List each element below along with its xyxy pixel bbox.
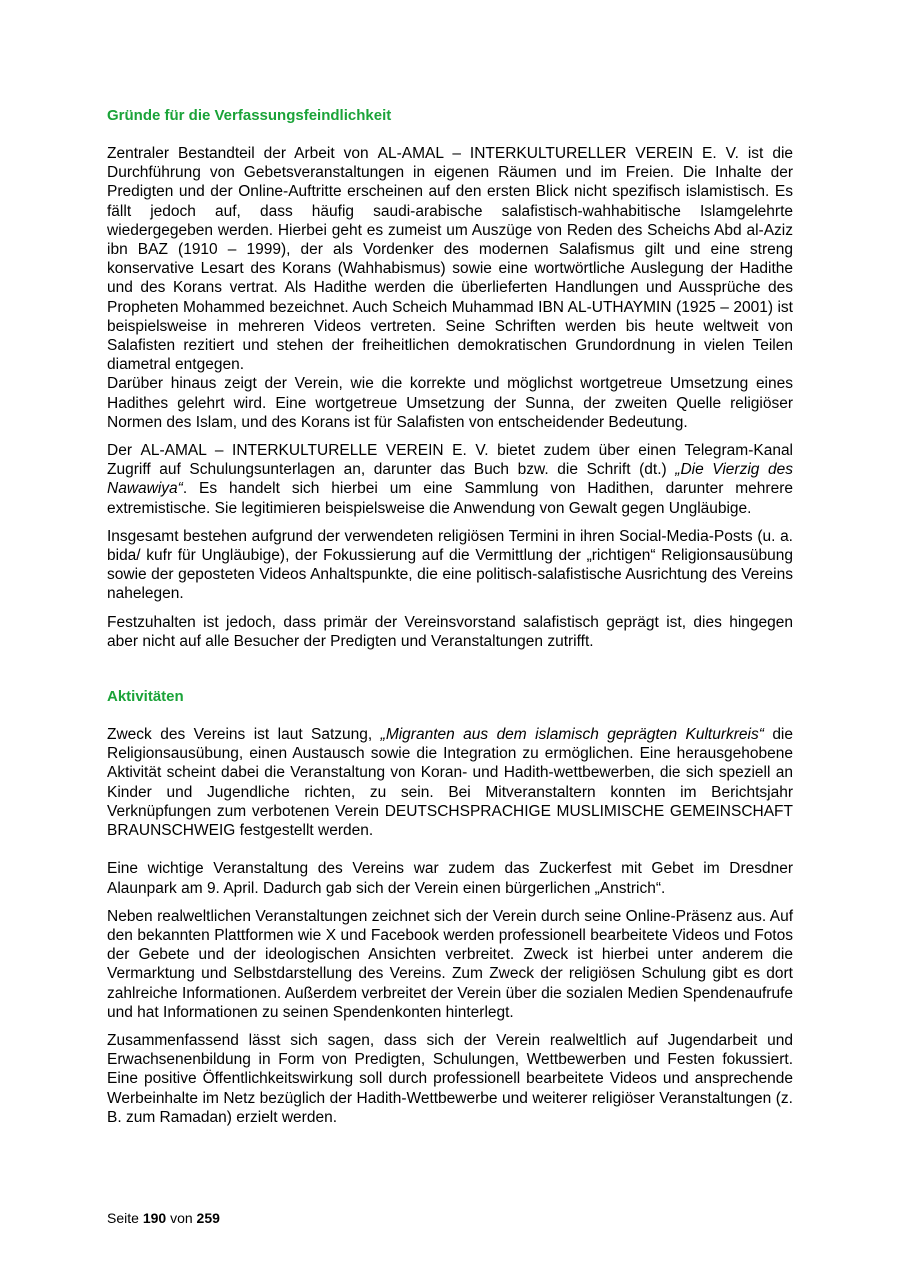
book-title: „Die Vierzig des Nawawiya“ [107, 461, 793, 498]
footer-prefix: Seite [107, 1210, 139, 1226]
text-run: Zweck des Vereins ist laut Satzung, [107, 726, 373, 744]
paragraph-online-presence: Neben realweltlichen Veranstaltungen zeichnet sich der Verein durch seine Online-Präsenz aus. Auf den bekannten Plattformen wie X und Facebook werden professionell bearbeitete Videos und Fotos der Gebete und der ideologischen Ansichten verbreitet. Zweck ist hierbei unter anderem die Vermarktung und Selbstdarstellung des Vereins. Zum Zweck der religiösen Schulung gibt es dort zahlreiche Informationen. Außerdem verbreitet der Verein über die sozialen Medien Spendenaufrufe und hat Informationen zu seinen Spendenkonten hinterlegt. [107, 907, 793, 1021]
text-run: Zentraler Bestandteil der Arbeit von [107, 145, 369, 162]
paragraph-summary: Zusammenfassend lässt sich sagen, dass sich der Verein realweltlich auf Jugendarbeit und Erwachsenenbildung in Form von Predigten, Schulungen, Wettbewerben und Festen fokussiert. Eine positive Öffentlichkeitswirkung soll durch professionell bearbeitete Videos und ansprechende Werbeinhalte im Netz bezüglich der Hadith-Wettbewerbe und weiterer religiöser Veranstaltungen (z. B. zum Ramadan) erzielt werden. [107, 1031, 793, 1126]
paragraph-purpose [107, 725, 793, 840]
statute-quote: „Migranten aus dem islamisch geprägten Kulturkreis“ [380, 726, 764, 744]
paragraph-hadith-teaching: Darüber hinaus zeigt der Verein, wie die korrekte und möglichst wortgetreue Umsetzung eines Hadithes gelehrt wird. Eine wortgetreue Umsetzung der Sunna, der zweiten Quelle religiöser Normen des Islam, und des Korans ist für Salafisten von entscheidender Bedeutung. [107, 375, 793, 431]
org-name: AL-AMAL – INTERKULTURELLER VEREIN E. V. [377, 145, 739, 162]
text-run: ist die Durchführung von Gebetsveranstaltungen in eigenen Räumen und im Freien. Die Inhalte der Predigten und der Online-Auftritte erscheinen auf den ersten Blick nicht spezifisch islamistisch. Es fällt jedoch auf, dass häufig saudi-arabische salafistisch-wahhabitische Islamgelehrte wiedergegeben werden. Hierbei geht es zumeist um Auszüge von Reden des Scheichs Abd al-Aziz ibn BAZ (1910 – 1999), der als Vordenker des modernen Salafismus gilt und eine streng konservative Lesart des Korans (Wahhabismus) sowie eine wortwörtliche Auslegung der Hadithe und des Korans vertrat. Als Hadithe werden die überlieferten Handlungen und Aussprüche des Propheten Mohammed bezeichnet. Auch Scheich Muhammad IBN AL-UTHAYMIN (1925 – 2001) ist beispielsweise in mehreren Videos vertreten. Seine Schriften werden bis heute weltweit von Salafisten rezitiert und stehen der freiheitlichen demokratischen Grundordnung in vielen Teilen diametral entgegen. [107, 145, 794, 374]
paragraph-indicators: Insgesamt bestehen aufgrund der verwendeten religiösen Termini in ihren Social-Media-Posts (u. a. bida/ kufr für Ungläubige), der Fokussierung auf die Vermittlung der „richtigen“ Religionsausübung sowie der geposteten Videos Anhaltspunkte, die eine politisch-salafistische Ausrichtung des Vereins nahelegen. [107, 527, 793, 603]
paragraph-conclusion-board: Festzuhalten ist jedoch, dass primär der Vereinsvorstand salafistisch geprägt ist, dies hingegen aber nicht auf alle Besucher der Predigten und Veranstaltungen zutrifft. [107, 613, 793, 650]
page-footer [107, 1210, 220, 1226]
text-run: festgestellt werden. [239, 822, 374, 840]
footer-total-pages: 259 [196, 1210, 220, 1226]
paragraph-sugar-festival: Eine wichtige Veranstaltung des Vereins war zudem das Zuckerfest mit Gebet im Dresdner Alaunpark am 9. April. Dadurch gab sich der Verein einen bürgerlichen „Anstrich“. [107, 860, 793, 897]
text-run: die Religionsausübung, einen Austausch sowie die Integration zu ermöglichen. Eine herausgehobene Aktivität scheint dabei die Veranstaltung von Koran- und Hadith-wettbewerben, die sich speziell an Kinder und Jugendliche richten, zu sein. Bei Mitveranstaltern konnten im Berichtsjahr Verknüpfungen zum verbotenen Verein [107, 726, 793, 820]
org-name: DEUTSCHSPRACHIGE MUSLIMISCHE GEMEINSCHAFT BRAUNSCHWEIG [107, 802, 793, 840]
paragraph-core-activity [107, 144, 793, 374]
section-heading-activities: Aktivitäten [107, 688, 184, 706]
section-heading-reasons: Gründe für die Verfassungsfeindlichkeit [107, 107, 392, 124]
text-run: Der [107, 442, 132, 460]
document-page [107, 104, 793, 1127]
paragraph-telegram [107, 441, 793, 518]
text-run: . Es handelt sich hierbei um eine Sammlung von Hadithen, darunter mehrere extremistische. Sie legitimieren beispielsweise die Anwendung von Gewalt gegen Ungläubige. [107, 480, 793, 517]
org-name: AL-AMAL – INTERKULTURELLE VEREIN E. [140, 442, 467, 460]
footer-of: von [170, 1210, 193, 1226]
text-run: V. bietet zudem über einen Telegram-Kanal Zugriff auf Schulungsunterlagen an, darunter das Buch bzw. die Schrift (dt.) [107, 442, 794, 479]
footer-page-number: 190 [142, 1210, 167, 1226]
